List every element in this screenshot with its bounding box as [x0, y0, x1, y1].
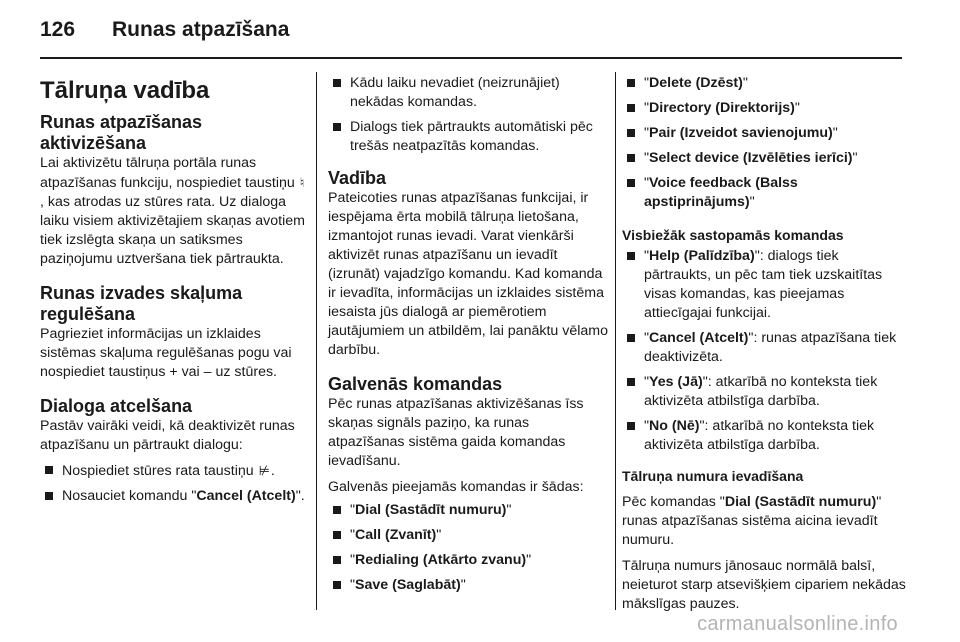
- cancel-bullet-2-pre: Nosauciet komandu ": [62, 488, 197, 504]
- activation-text-end: , kas atrodas uz stūres rata. Uz dialoga laiku visiem aktivizētajiem skaņas avotiem tiek izslēgta skaņa un satiksmes paziņojumu uztveršana tiek pārtraukta.: [40, 194, 305, 267]
- list-item: "Select device (Izvēlēties ierīci)": [622, 149, 907, 168]
- number-entry-post: " runas atpazīšanas sistēma aicina ievadīt numuru.: [622, 494, 882, 548]
- cancel-bullet-2-post: ".: [295, 488, 305, 504]
- cancel-heading: Dialoga atcelšana: [40, 396, 193, 416]
- list-item: [40, 461, 308, 481]
- header-rule: [40, 57, 902, 59]
- watermark: carmanualsonline.info: [697, 613, 898, 635]
- command-label: Pair (Izveidot savienojumu): [649, 125, 833, 141]
- column-2: [328, 66, 608, 601]
- command-description: : atkarībā no konteksta tiek aktivizēta atbilstīga darbība.: [644, 418, 875, 453]
- column-1: [40, 66, 308, 512]
- command-label: Directory (Direktorijs): [649, 100, 795, 116]
- list-item: "Call (Zvanīt)": [328, 526, 608, 545]
- list-item: Kādu laiku nevadiet (neizrunājiet) nekādas komandas.: [328, 74, 608, 112]
- command-description: : atkarībā no konteksta tiek aktivizēta atbilstīga darbība.: [644, 374, 878, 409]
- main-commands-text-2: Galvenās pieejamās komandas ir šādas:: [328, 479, 584, 495]
- control-heading: Vadība: [328, 168, 387, 188]
- page-header: [40, 18, 900, 48]
- volume-text: Pagrieziet informācijas un izklaides sistēmas skaļuma regulēšanas pogu vai nospiediet taustiņus + vai – uz stūres.: [40, 326, 292, 380]
- page-number: 126: [40, 18, 76, 41]
- command-label: Yes (Jā): [649, 374, 703, 390]
- list-item: "Directory (Direktorijs)": [622, 99, 907, 118]
- command-description: : runas atpazīšana tiek deaktivizēta.: [644, 330, 897, 365]
- command-label: Call (Zvanīt): [355, 527, 437, 543]
- list-item: "Dial (Sastādīt numuru)": [328, 501, 608, 520]
- main-commands-list-cont: [622, 74, 907, 212]
- hang-up-icon: ⊭: [258, 463, 270, 478]
- activation-text-start: Lai aktivizētu tālruņa portāla runas atpazīšanas funkciju, nospiediet taustiņu: [40, 155, 295, 191]
- list-item: "Cancel (Atcelt)": runas atpazīšana tiek deaktivizēta.: [622, 329, 907, 367]
- list-item: "Help (Palīdzība)": dialogs tiek pārtraukts, un pēc tam tiek uzskaitītas visas komandas, kas pieejamas attiecīgajai funkcijai.: [622, 247, 907, 323]
- command-label: Dial (Sastādīt numuru): [724, 494, 877, 510]
- volume-heading: Runas izvades skaļuma regulēšana: [40, 283, 243, 324]
- column-divider-2: [615, 72, 616, 610]
- command-label: Voice feedback (Balss apstiprinājums): [644, 175, 798, 210]
- cancel-bullet-1-end: .: [270, 463, 275, 479]
- control-text: Pateicoties runas atpazīšanas funkcijai, ir iespējama ērta mobilā tālruņa lietošana, izmantojot runas ievadi. Varat vienkārši aktivizēt runas atpazīšanu un ievadīt (izrunāt) vajadzīgo komandu. Kad komanda ir ievadīta, informācijas un izklaides sistēma iesaista jūs dialogā ar piemērotiem jautājumiem un atbildēm, lai panāktu vēlamo darbību.: [328, 190, 608, 358]
- section-title: Runas atpazīšana: [112, 18, 290, 41]
- list-item: "Voice feedback (Balss apstiprinājums)": [622, 174, 907, 212]
- list-item: "Pair (Izveidot savienojumu)": [622, 124, 907, 143]
- list-item: "Delete (Dzēst)": [622, 74, 907, 93]
- command-label: Delete (Dzēst): [649, 75, 743, 91]
- main-commands-list: [328, 501, 608, 595]
- activation-heading: Runas atpazīšanas aktivizēšana: [40, 112, 203, 153]
- list-item: Dialogs tiek pārtraukts automātiski pēc trešās neatpazītās komandas.: [328, 118, 608, 156]
- command-description: : dialogs tiek pārtraukts, un pēc tam tiek uzskaitītas visas komandas, kas pieejamas attiecīgajai funkcijai.: [644, 248, 883, 321]
- number-entry-text-1: [622, 493, 907, 550]
- main-commands-heading: Galvenās komandas: [328, 374, 503, 394]
- list-item: "No (Nē)": atkarībā no konteksta tiek aktivizēta atbilstīga darbība.: [622, 417, 907, 455]
- number-entry-pre: Pēc komandas ": [622, 494, 725, 510]
- cancel-text: Pastāv vairāki veidi, kā deaktivizēt runas atpazīšanu un pārtraukt dialogu:: [40, 418, 295, 453]
- voice-recognition-icon: ♮: [299, 175, 305, 190]
- cancel-list: [40, 461, 308, 506]
- command-label: No (Nē): [649, 418, 700, 434]
- list-item: "Yes (Jā)": atkarībā no konteksta tiek aktivizēta atbilstīga darbība.: [622, 373, 907, 411]
- number-entry-heading: Tālruņa numura ievadīšana: [622, 468, 804, 484]
- cancel-command: Cancel (Atcelt): [196, 488, 296, 504]
- column-divider-1: [316, 72, 317, 610]
- command-label: Select device (Izvēlēties ierīci): [649, 150, 853, 166]
- main-commands-text-1: Pēc runas atpazīšanas aktivizēšanas īss skaņas signāls paziņo, ka runas atpazīšanas sistēma gaida komandas ievadīšanu.: [328, 396, 584, 469]
- command-label: Redialing (Atkārto zvanu): [355, 552, 527, 568]
- cancel-bullet-1-text: Nospiediet stūres rata taustiņu: [62, 463, 254, 479]
- cancel-list-cont: [328, 74, 608, 156]
- main-heading: Tālruņa vadība: [40, 77, 210, 104]
- activation-text: [40, 154, 308, 269]
- command-label: Save (Saglabāt): [355, 577, 461, 593]
- frequent-commands-heading: Visbiežāk sastopamās komandas: [622, 227, 844, 243]
- list-item: [40, 487, 308, 506]
- list-item: "Save (Saglabāt)": [328, 576, 608, 595]
- command-label: Cancel (Atcelt): [649, 330, 749, 346]
- column-3: [622, 66, 907, 614]
- command-label: Help (Palīdzība): [649, 248, 755, 264]
- command-label: Dial (Sastādīt numuru): [355, 502, 507, 518]
- frequent-commands-list: [622, 247, 907, 455]
- number-entry-text-2: Tālruņa numurs jānosauc normālā balsī, neieturot starp atsevišķiem cipariem nekādas mākslīgas pauzes.: [622, 558, 906, 612]
- list-item: "Redialing (Atkārto zvanu)": [328, 551, 608, 570]
